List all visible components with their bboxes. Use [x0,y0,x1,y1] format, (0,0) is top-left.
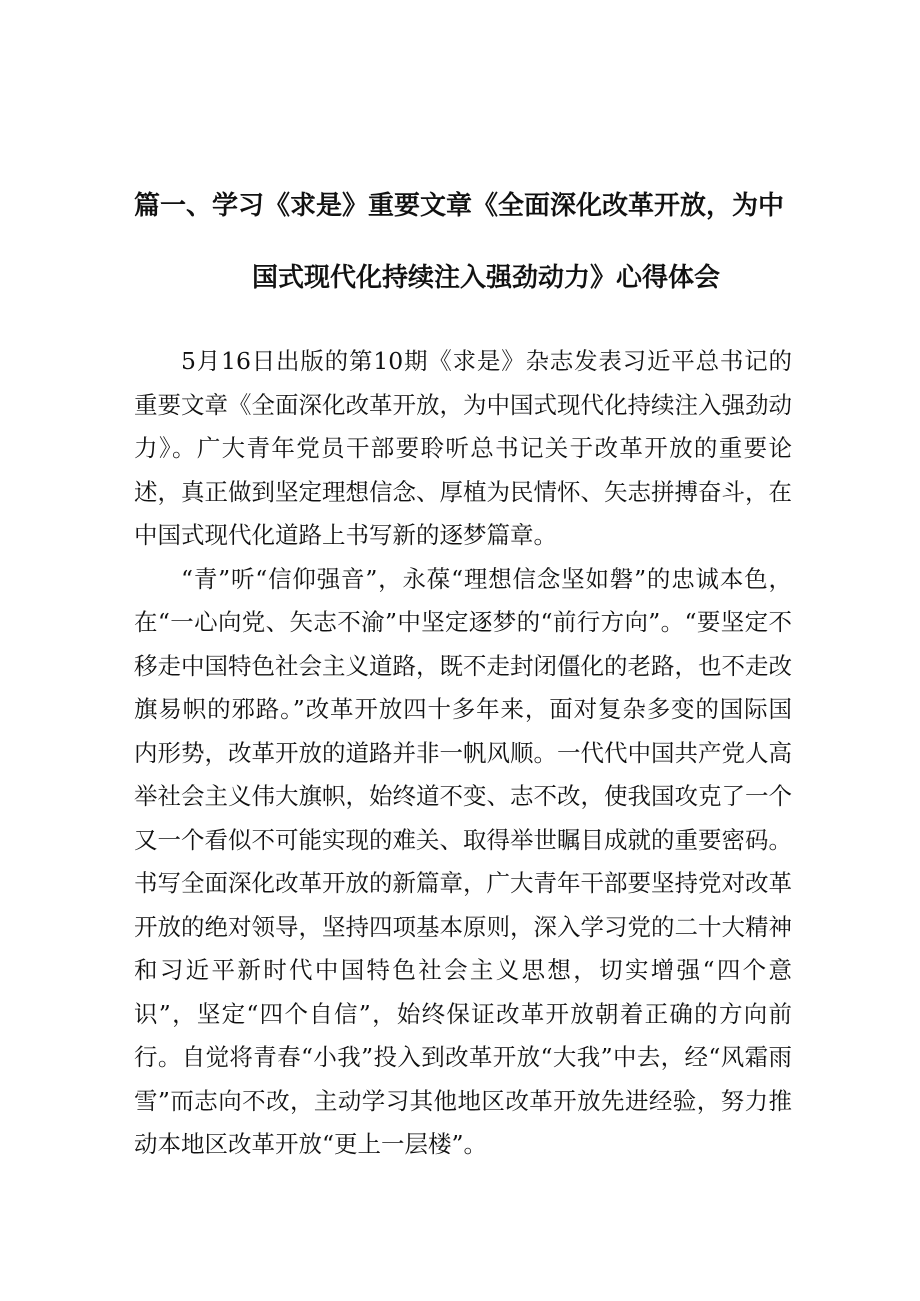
title-line-2: 国式现代化持续注入强劲动力》心得体会 [252,263,721,293]
document-body [134,340,792,1167]
paragraph-1: 5月16日出版的第10期《求是》杂志发表习近平总书记的重要文章《全面深化改革开放，为中国式现代化持续注入强劲动力》。广大青年党员干部要聆听总书记关于改革开放的重要论述，真正做到坚定理想信念、厚植为民情怀、矢志拼搏奋斗，在中国式现代化道路上书写新的逐梦篇章。 [134,347,792,549]
title-line-1: 篇一、学习《求是》重要文章《全面深化改革开放，为中 [134,191,785,221]
paragraph-2: “青”听“信仰强音”，永葆“理想信念坚如磐”的忠诚本色，在“一心向党、矢志不渝”中坚定逐梦的“前行方向”。“要坚定不移走中国特色社会主义道路，既不走封闭僵化的老路，也不走改旗易帜的邪路。”改革开放四十多年来，面对复杂多变的国际国内形势，改革开放的道路并非一帆风顺。一代代中国共产党人高举社会主义伟大旗帜，始终道不变、志不改，使我国攻克了一个又一个看似不可能实现的难关、取得举世瞩目成就的重要密码。书写全面深化改革开放的新篇章，广大青年干部要坚持党对改革开放的绝对领导，坚持四项基本原则，深入学习党的二十大精神和习近平新时代中国特色社会主义思想，切实增强“四个意识”，坚定“四个自信”，始终保证改革开放朝着正确的方向前行。自觉将青春“小我”投入到改革开放“大我”中去，经“风霜雨雪”而志向不改，主动学习其他地区改革开放先进经验，努力推动本地区改革开放“更上一层楼”。 [134,564,792,1158]
document-title [134,170,794,314]
